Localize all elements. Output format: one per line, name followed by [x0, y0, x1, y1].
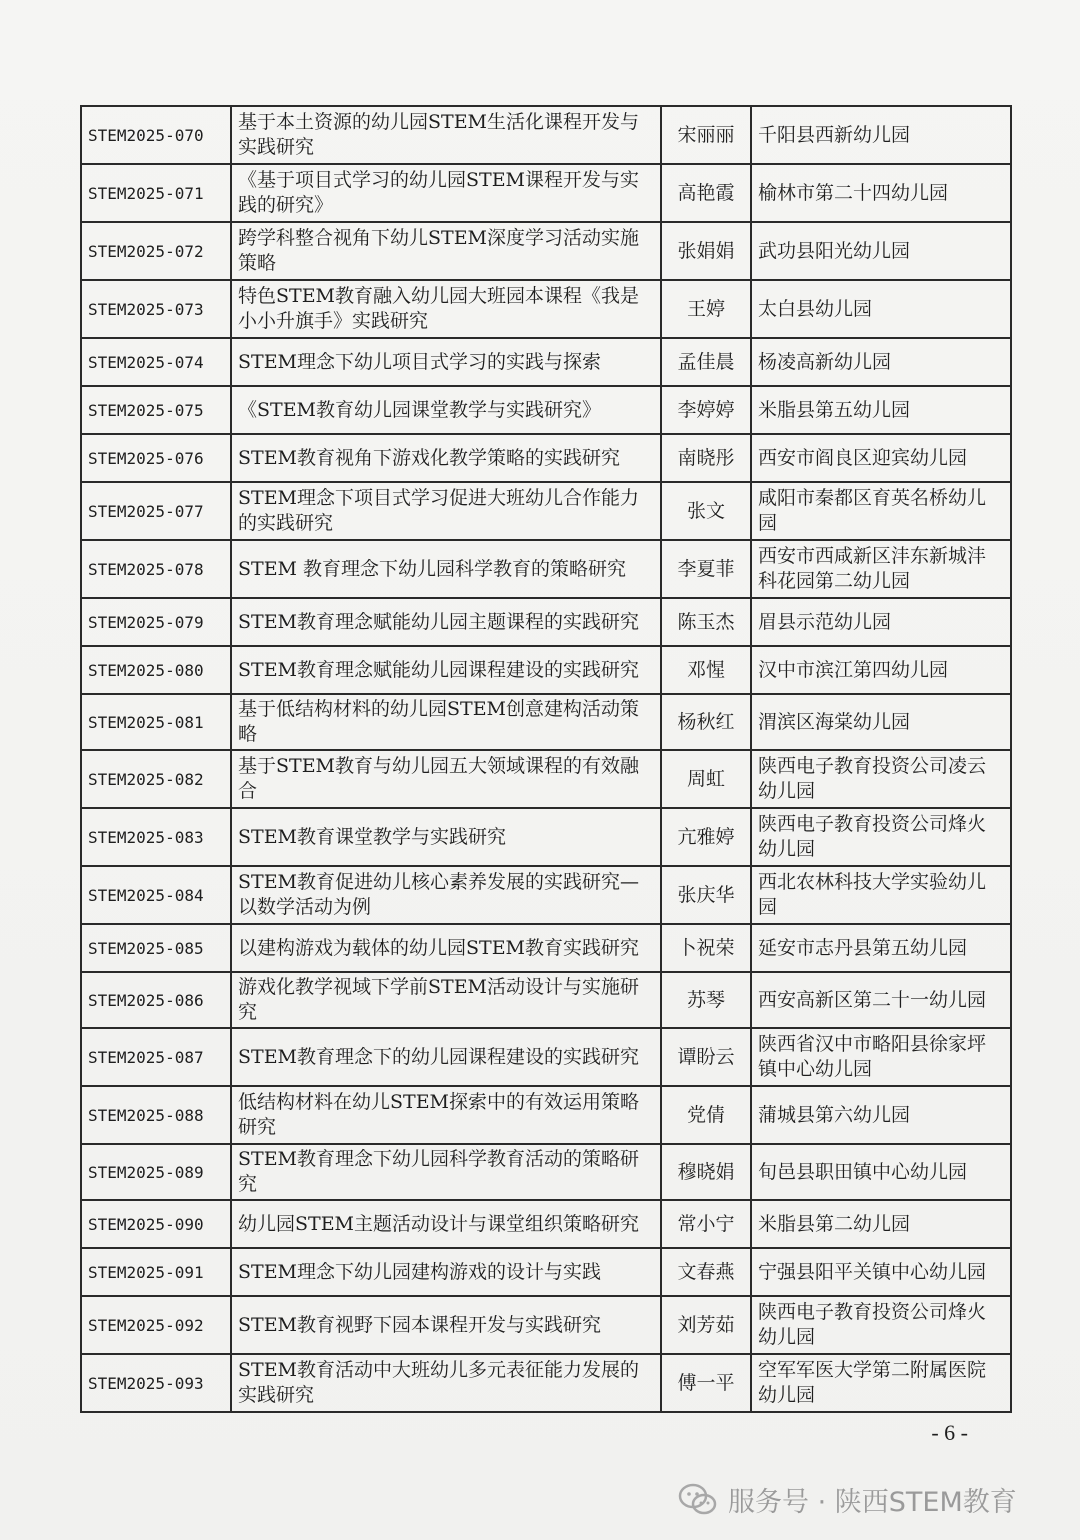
- title-cell: 游戏化教学视域下学前STEM活动设计与实施研究: [231, 972, 661, 1028]
- table-row: [81, 750, 1011, 808]
- unit-cell: 空军军医大学第二附属医院幼儿园: [751, 1354, 1011, 1412]
- title-cell: STEM教育理念赋能幼儿园主题课程的实践研究: [231, 598, 661, 646]
- name-cell: 宋丽丽: [661, 106, 751, 164]
- table-row: [81, 1296, 1011, 1354]
- title-cell: STEM教育促进幼儿核心素养发展的实践研究—以数学活动为例: [231, 866, 661, 924]
- name-cell: 卜祝荣: [661, 924, 751, 972]
- table-row: [81, 646, 1011, 694]
- unit-cell: 咸阳市秦都区育英名桥幼儿园: [751, 482, 1011, 540]
- table-row: [81, 1028, 1011, 1086]
- code-cell: STEM2025-070: [81, 106, 231, 164]
- title-cell: 基于低结构材料的幼儿园STEM创意建构活动策略: [231, 694, 661, 750]
- name-cell: 杨秋红: [661, 694, 751, 750]
- unit-cell: 蒲城县第六幼儿园: [751, 1086, 1011, 1144]
- code-cell: STEM2025-083: [81, 808, 231, 866]
- unit-cell: 旬邑县职田镇中心幼儿园: [751, 1144, 1011, 1200]
- wechat-icon: [678, 1483, 718, 1517]
- unit-cell: 渭滨区海棠幼儿园: [751, 694, 1011, 750]
- page-number: - 6 -: [931, 1420, 968, 1445]
- name-cell: 傅一平: [661, 1354, 751, 1412]
- unit-cell: 榆林市第二十四幼儿园: [751, 164, 1011, 222]
- table-row: [81, 280, 1011, 338]
- name-cell: 党倩: [661, 1086, 751, 1144]
- title-cell: STEM理念下项目式学习促进大班幼儿合作能力的实践研究: [231, 482, 661, 540]
- code-cell: STEM2025-076: [81, 434, 231, 482]
- unit-cell: 眉县示范幼儿园: [751, 598, 1011, 646]
- table-row: [81, 222, 1011, 280]
- title-cell: STEM教育视角下游戏化教学策略的实践研究: [231, 434, 661, 482]
- code-cell: STEM2025-077: [81, 482, 231, 540]
- table-row: [81, 808, 1011, 866]
- name-cell: 孟佳晨: [661, 338, 751, 386]
- title-cell: STEM教育课堂教学与实践研究: [231, 808, 661, 866]
- table-body: [81, 106, 1011, 1412]
- table-row: [81, 338, 1011, 386]
- name-cell: 文春燕: [661, 1248, 751, 1296]
- unit-cell: 西安市西咸新区沣东新城沣科花园第二幼儿园: [751, 540, 1011, 598]
- unit-cell: 陕西电子教育投资公司凌云幼儿园: [751, 750, 1011, 808]
- name-cell: 邓惺: [661, 646, 751, 694]
- table-row: [81, 386, 1011, 434]
- code-cell: STEM2025-079: [81, 598, 231, 646]
- name-cell: 苏琴: [661, 972, 751, 1028]
- code-cell: STEM2025-089: [81, 1144, 231, 1200]
- name-cell: 陈玉杰: [661, 598, 751, 646]
- unit-cell: 米脂县第二幼儿园: [751, 1200, 1011, 1248]
- title-cell: 《基于项目式学习的幼儿园STEM课程开发与实践的研究》: [231, 164, 661, 222]
- title-cell: STEM理念下幼儿园建构游戏的设计与实践: [231, 1248, 661, 1296]
- code-cell: STEM2025-084: [81, 866, 231, 924]
- title-cell: 跨学科整合视角下幼儿STEM深度学习活动实施策略: [231, 222, 661, 280]
- title-cell: 基于本土资源的幼儿园STEM生活化课程开发与实践研究: [231, 106, 661, 164]
- unit-cell: 西北农林科技大学实验幼儿园: [751, 866, 1011, 924]
- code-cell: STEM2025-072: [81, 222, 231, 280]
- name-cell: 周虹: [661, 750, 751, 808]
- name-cell: 张娟娟: [661, 222, 751, 280]
- name-cell: 亢雅婷: [661, 808, 751, 866]
- watermark: [678, 1480, 1017, 1519]
- table-row: [81, 866, 1011, 924]
- name-cell: 刘芳茹: [661, 1296, 751, 1354]
- table-row: [81, 694, 1011, 750]
- title-cell: 《STEM教育幼儿园课堂教学与实践研究》: [231, 386, 661, 434]
- table-row: [81, 972, 1011, 1028]
- title-cell: STEM 教育理念下幼儿园科学教育的策略研究: [231, 540, 661, 598]
- name-cell: 张文: [661, 482, 751, 540]
- unit-cell: 汉中市滨江第四幼儿园: [751, 646, 1011, 694]
- name-cell: 王婷: [661, 280, 751, 338]
- title-cell: 以建构游戏为载体的幼儿园STEM教育实践研究: [231, 924, 661, 972]
- unit-cell: 延安市志丹县第五幼儿园: [751, 924, 1011, 972]
- table-row: [81, 924, 1011, 972]
- code-cell: STEM2025-080: [81, 646, 231, 694]
- table-row: [81, 1354, 1011, 1412]
- table-row: [81, 164, 1011, 222]
- table-row: [81, 482, 1011, 540]
- name-cell: 常小宁: [661, 1200, 751, 1248]
- title-cell: STEM理念下幼儿项目式学习的实践与探索: [231, 338, 661, 386]
- title-cell: STEM教育视野下园本课程开发与实践研究: [231, 1296, 661, 1354]
- name-cell: 谭盼云: [661, 1028, 751, 1086]
- code-cell: STEM2025-090: [81, 1200, 231, 1248]
- unit-cell: 陕西省汉中市略阳县徐家坪镇中心幼儿园: [751, 1028, 1011, 1086]
- unit-cell: 千阳县西新幼儿园: [751, 106, 1011, 164]
- title-cell: STEM教育活动中大班幼儿多元表征能力发展的实践研究: [231, 1354, 661, 1412]
- name-cell: 南晓彤: [661, 434, 751, 482]
- unit-cell: 武功县阳光幼儿园: [751, 222, 1011, 280]
- code-cell: STEM2025-071: [81, 164, 231, 222]
- title-cell: 低结构材料在幼儿STEM探索中的有效运用策略研究: [231, 1086, 661, 1144]
- title-cell: STEM教育理念赋能幼儿园课程建设的实践研究: [231, 646, 661, 694]
- project-table: [80, 105, 1012, 1413]
- unit-cell: 太白县幼儿园: [751, 280, 1011, 338]
- unit-cell: 陕西电子教育投资公司烽火幼儿园: [751, 1296, 1011, 1354]
- unit-cell: 陕西电子教育投资公司烽火幼儿园: [751, 808, 1011, 866]
- unit-cell: 西安市阎良区迎宾幼儿园: [751, 434, 1011, 482]
- watermark-text: 服务号 · 陕西STEM教育: [728, 1487, 1017, 1518]
- code-cell: STEM2025-092: [81, 1296, 231, 1354]
- code-cell: STEM2025-086: [81, 972, 231, 1028]
- code-cell: STEM2025-073: [81, 280, 231, 338]
- table-row: [81, 598, 1011, 646]
- code-cell: STEM2025-078: [81, 540, 231, 598]
- name-cell: 张庆华: [661, 866, 751, 924]
- unit-cell: 宁强县阳平关镇中心幼儿园: [751, 1248, 1011, 1296]
- title-cell: 基于STEM教育与幼儿园五大领域课程的有效融合: [231, 750, 661, 808]
- code-cell: STEM2025-087: [81, 1028, 231, 1086]
- title-cell: 幼儿园STEM主题活动设计与课堂组织策略研究: [231, 1200, 661, 1248]
- code-cell: STEM2025-088: [81, 1086, 231, 1144]
- code-cell: STEM2025-075: [81, 386, 231, 434]
- table-row: [81, 540, 1011, 598]
- title-cell: STEM教育理念下的幼儿园课程建设的实践研究: [231, 1028, 661, 1086]
- unit-cell: 米脂县第五幼儿园: [751, 386, 1011, 434]
- name-cell: 李夏菲: [661, 540, 751, 598]
- table-row: [81, 1200, 1011, 1248]
- code-cell: STEM2025-081: [81, 694, 231, 750]
- code-cell: STEM2025-093: [81, 1354, 231, 1412]
- table-row: [81, 1248, 1011, 1296]
- name-cell: 李婷婷: [661, 386, 751, 434]
- code-cell: STEM2025-091: [81, 1248, 231, 1296]
- table-row: [81, 1086, 1011, 1144]
- title-cell: STEM教育理念下幼儿园科学教育活动的策略研究: [231, 1144, 661, 1200]
- code-cell: STEM2025-082: [81, 750, 231, 808]
- unit-cell: 西安高新区第二十一幼儿园: [751, 972, 1011, 1028]
- table-row: [81, 434, 1011, 482]
- unit-cell: 杨凌高新幼儿园: [751, 338, 1011, 386]
- table-row: [81, 106, 1011, 164]
- code-cell: STEM2025-074: [81, 338, 231, 386]
- code-cell: STEM2025-085: [81, 924, 231, 972]
- name-cell: 穆晓娟: [661, 1144, 751, 1200]
- name-cell: 高艳霞: [661, 164, 751, 222]
- table-row: [81, 1144, 1011, 1200]
- title-cell: 特色STEM教育融入幼儿园大班园本课程《我是小小升旗手》实践研究: [231, 280, 661, 338]
